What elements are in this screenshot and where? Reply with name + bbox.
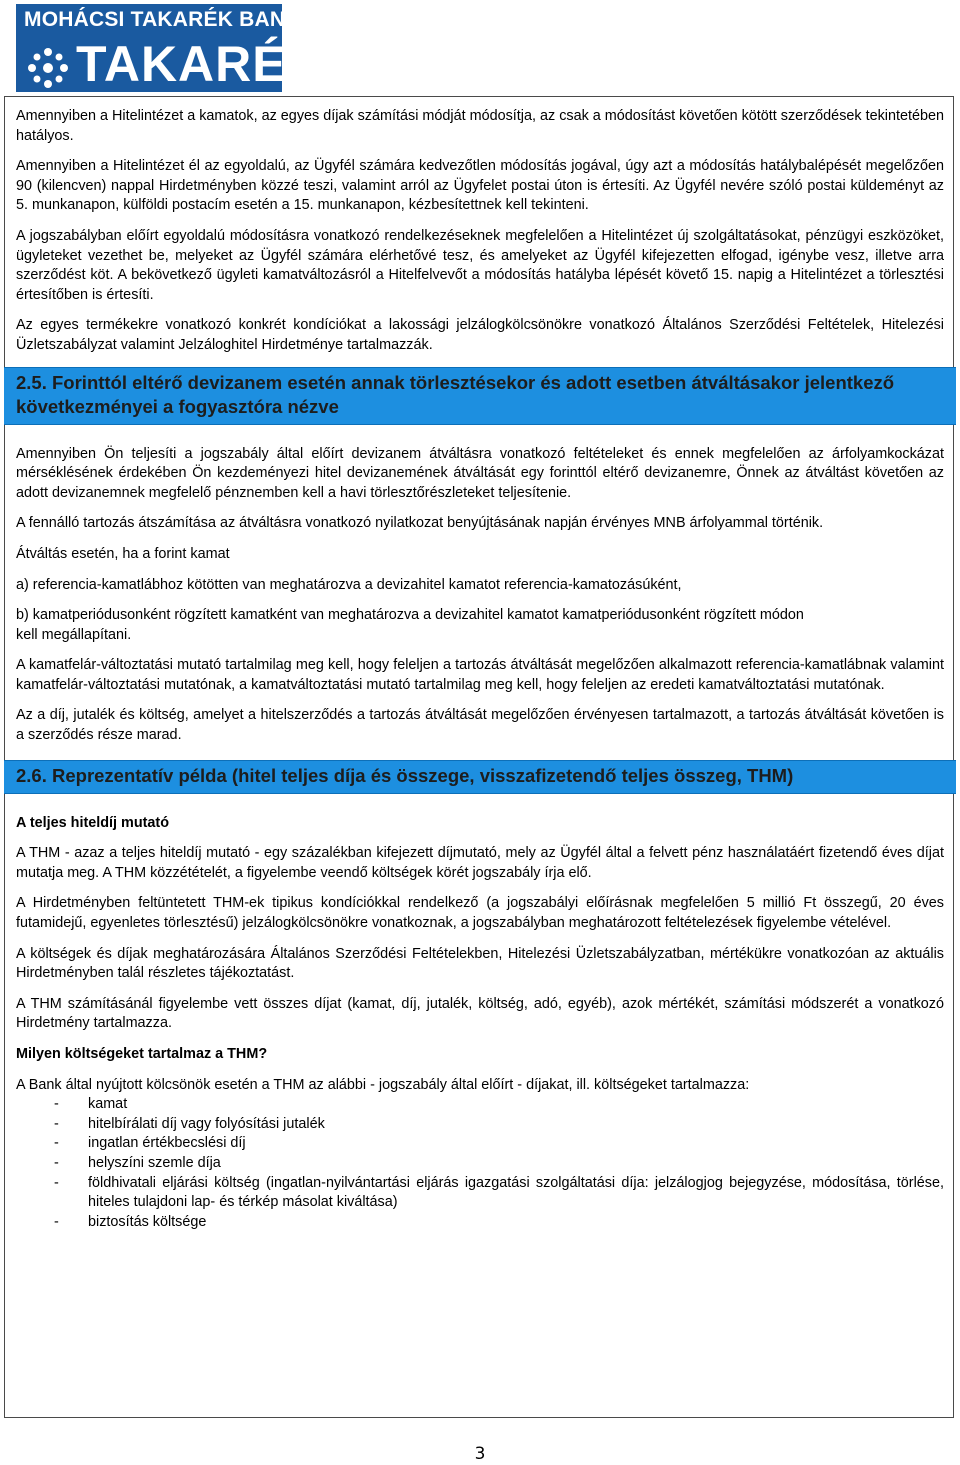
section-2-6-paragraph-2: A Hirdetményben feltüntetett THM-ek tipikus kondíciókkal rendelkező (a jogszabályi előírásnak megfelelően 5 millió Ft összegű, 20 éves futamidejű, egyenletes törlesztésű) jelzálogkölcsönökre vonatkoznak, a jogszabályban meghatározott feltételezések figyelembe vételével.: [16, 895, 944, 932]
section-2-5-paragraph-7: Az a díj, jutalék és költség, amelyet a hitelszerződés a tartozás átváltását megelőzően érvényesen tartalmazott, a tartozás átváltását követően is a szerződés része marad.: [16, 707, 944, 744]
section-2-5-paragraph-2: A fennálló tartozás átszámítása az átváltásra vonatkozó nyilatkozat benyújtásának napján érvényes MNB árfolyammal történik.: [16, 515, 824, 532]
section-2-5-paragraph-1: Amennyiben Ön teljesíti a jogszabály által előírt devizanem átváltásra vonatkozó feltételeket és ennek megfelelően az árfolyamkockázat mérséklésének érdekében Ön kezdeményezi hitel devizanemének átváltását egy forinttól eltérő devizanemre, Önnek az átváltást követően az adott devizanemnek megfelelő pénznemben kell a havi törlesztőrészleteket teljesítenie.: [16, 445, 944, 501]
thm-costs-subheading: Milyen költségeket tartalmaz a THM?: [16, 1046, 268, 1062]
section-2-5-item-b: [16, 606, 944, 645]
thm-subheading: A teljes hiteldíj mutató: [16, 814, 169, 831]
list-dash: -: [54, 1115, 59, 1132]
section-2-6-paragraph-4: A THM számításánál figyelembe vett összes díjat (kamat, díj, jutalék, költség, adó, egyéb), azok mértékét, számítási módszerét a vonatkozó Hirdetmény tartalmazza.: [16, 995, 944, 1032]
list-item-text: biztosítás költsége: [88, 1213, 207, 1230]
list-dash: -: [54, 1213, 59, 1230]
intro-paragraph-3: A jogszabályban előírt egyoldalú módosításra vonatkozó rendelkezéseknek megfelelően a Hitelintézet új szolgáltatásokat, pénzügyi eszközöket, ügyleteket vezethet be, melyeket az Ügyfél számára elérhetővé tesz, és amelyeket az Ügyfél kifejezetten elfogad, igénybe vesz, illetve arra szerződést köt. A bekövetkező ügyleti kamatváltozásról a Hitelfelvevőt a módosítás hatályba lépését követő 15. napig a Hitelintézet a törlesztési értesítőben is értesíti.: [16, 227, 944, 303]
list-item-text: ingatlan értékbecslési díj: [88, 1135, 246, 1152]
section-2-5-paragraph-6: A kamatfelár-változtatási mutató tartalmilag meg kell, hogy feleljen a tartozás átváltását megelőzően alkalmazott referencia-kamatlábnak valamint kamatfelár-változtatási mutatónak, a kamatváltoztatási mutató tartalmilag meg kell, hogy feleljen az eredeti kamatváltoztatási mutatónak.: [16, 657, 944, 693]
document-body: [16, 107, 944, 1232]
section-2-5-paragraph-3: Átváltás esetén, ha a forint kamat: [16, 545, 230, 562]
item-b-line-2: kell megállapítani.: [16, 626, 132, 643]
intro-paragraph-4: Az egyes termékekre vonatkozó konkrét kondíciókat a lakossági jelzálogkölcsönökre vonatkozó Általános Szerződési Feltételek, Hitelezési Üzletszabályzat valamint Jelzáloghitel Hirdetménye tartalmazzák.: [16, 317, 944, 353]
intro-paragraph-2: Amennyiben a Hitelintézet él az egyoldalú, az Ügyfél számára kedvezőtlen módosítás jogával, úgy azt a módosítás hatálybalépését megelőzően 90 (kilencven) nappal Hirdetményben közzé teszi, valamint arról az Ügyfelet postai úton is értesíti. Az Ügyfél nevére szóló postai küldeményt az 5. munkanapon, külföldi postacím esetén a 15. munkanapon, kézbesítettnek kell tekinteni.: [16, 158, 944, 214]
list-item: [16, 1134, 944, 1154]
brand-word: TAKARÉK: [76, 36, 324, 92]
section-2-6-paragraph-1: A THM - azaz a teljes hiteldíj mutató - egy százalékban kifejezett díjmutató, mely az Ügyfél által a felvett pénz használatáért fizetendő éves díjat mutatja meg. A THM közzétételét, a figyelembe veendő költségek körét jogszabály írja elő.: [16, 845, 944, 881]
list-item: [16, 1174, 944, 1213]
list-item: [16, 1095, 944, 1115]
bank-name: MOHÁCSI TAKARÉK BANK: [24, 8, 301, 31]
takarek-logo-icon: [24, 44, 72, 92]
list-item: [16, 1154, 944, 1174]
list-dash: -: [54, 1174, 59, 1191]
item-b-line-1: b) kamatperiódusonként rögzített kamatként van meghatározva a devizahitel kamatot kamatperiódusonként rögzített módon: [16, 607, 804, 624]
list-item-text: hitelbírálati díj vagy folyósítási jutalék: [88, 1115, 325, 1132]
section-2-6-paragraph-3: A költségek és díjak meghatározására Általános Szerződési Feltételekben, Hitelezési Üzletszabályzatban, mértékükre vonatkozóan az aktuális Hirdetményben talál részletes tájékoztatást.: [16, 945, 944, 982]
page-number: 3: [474, 1444, 486, 1464]
list-item: [16, 1115, 944, 1135]
thm-cost-list: [16, 1095, 944, 1232]
bank-logo: [16, 4, 324, 92]
list-dash: -: [54, 1154, 59, 1171]
list-dash: -: [54, 1135, 59, 1152]
list-item-text: kamat: [88, 1096, 128, 1113]
list-item: [16, 1213, 944, 1233]
intro-paragraph-1: Amennyiben a Hitelintézet a kamatok, az egyes díjak számítási módját módosítja, az csak a módosítást követően kötött szerződések tekintetében hatályos.: [16, 108, 944, 144]
list-item-text: helyszíni szemle díja: [88, 1154, 221, 1171]
section-2-6-heading: 2.6. Reprezentatív példa (hitel teljes díja és összege, visszafizetendő teljes összeg, THM): [4, 760, 956, 794]
section-2-5-item-a: a) referencia-kamatlábhoz kötötten van meghatározva a devizahitel kamatot referencia-kamatozásúként,: [16, 576, 682, 593]
section-2-5-heading: 2.5. Forinttól eltérő devizanem esetén annak törlesztésekor és adott esetben átváltásakor jelentkező következményei a fogyasztóra nézve: [4, 367, 956, 425]
list-item-text: földhivatali eljárási költség (ingatlan-nyilvántartási eljárás igazgatási szolgáltatási díja: jelzálogjog bejegyzése, módosítása, törlése, hiteles tulajdoni lap- és térkép másolat kiváltása): [88, 1174, 944, 1211]
section-2-6-paragraph-5: A Bank által nyújtott kölcsönök esetén a THM az alábbi - jogszabály által előírt - díjakat, ill. költségeket tartalmazza:: [16, 1076, 750, 1093]
list-dash: -: [54, 1096, 59, 1113]
